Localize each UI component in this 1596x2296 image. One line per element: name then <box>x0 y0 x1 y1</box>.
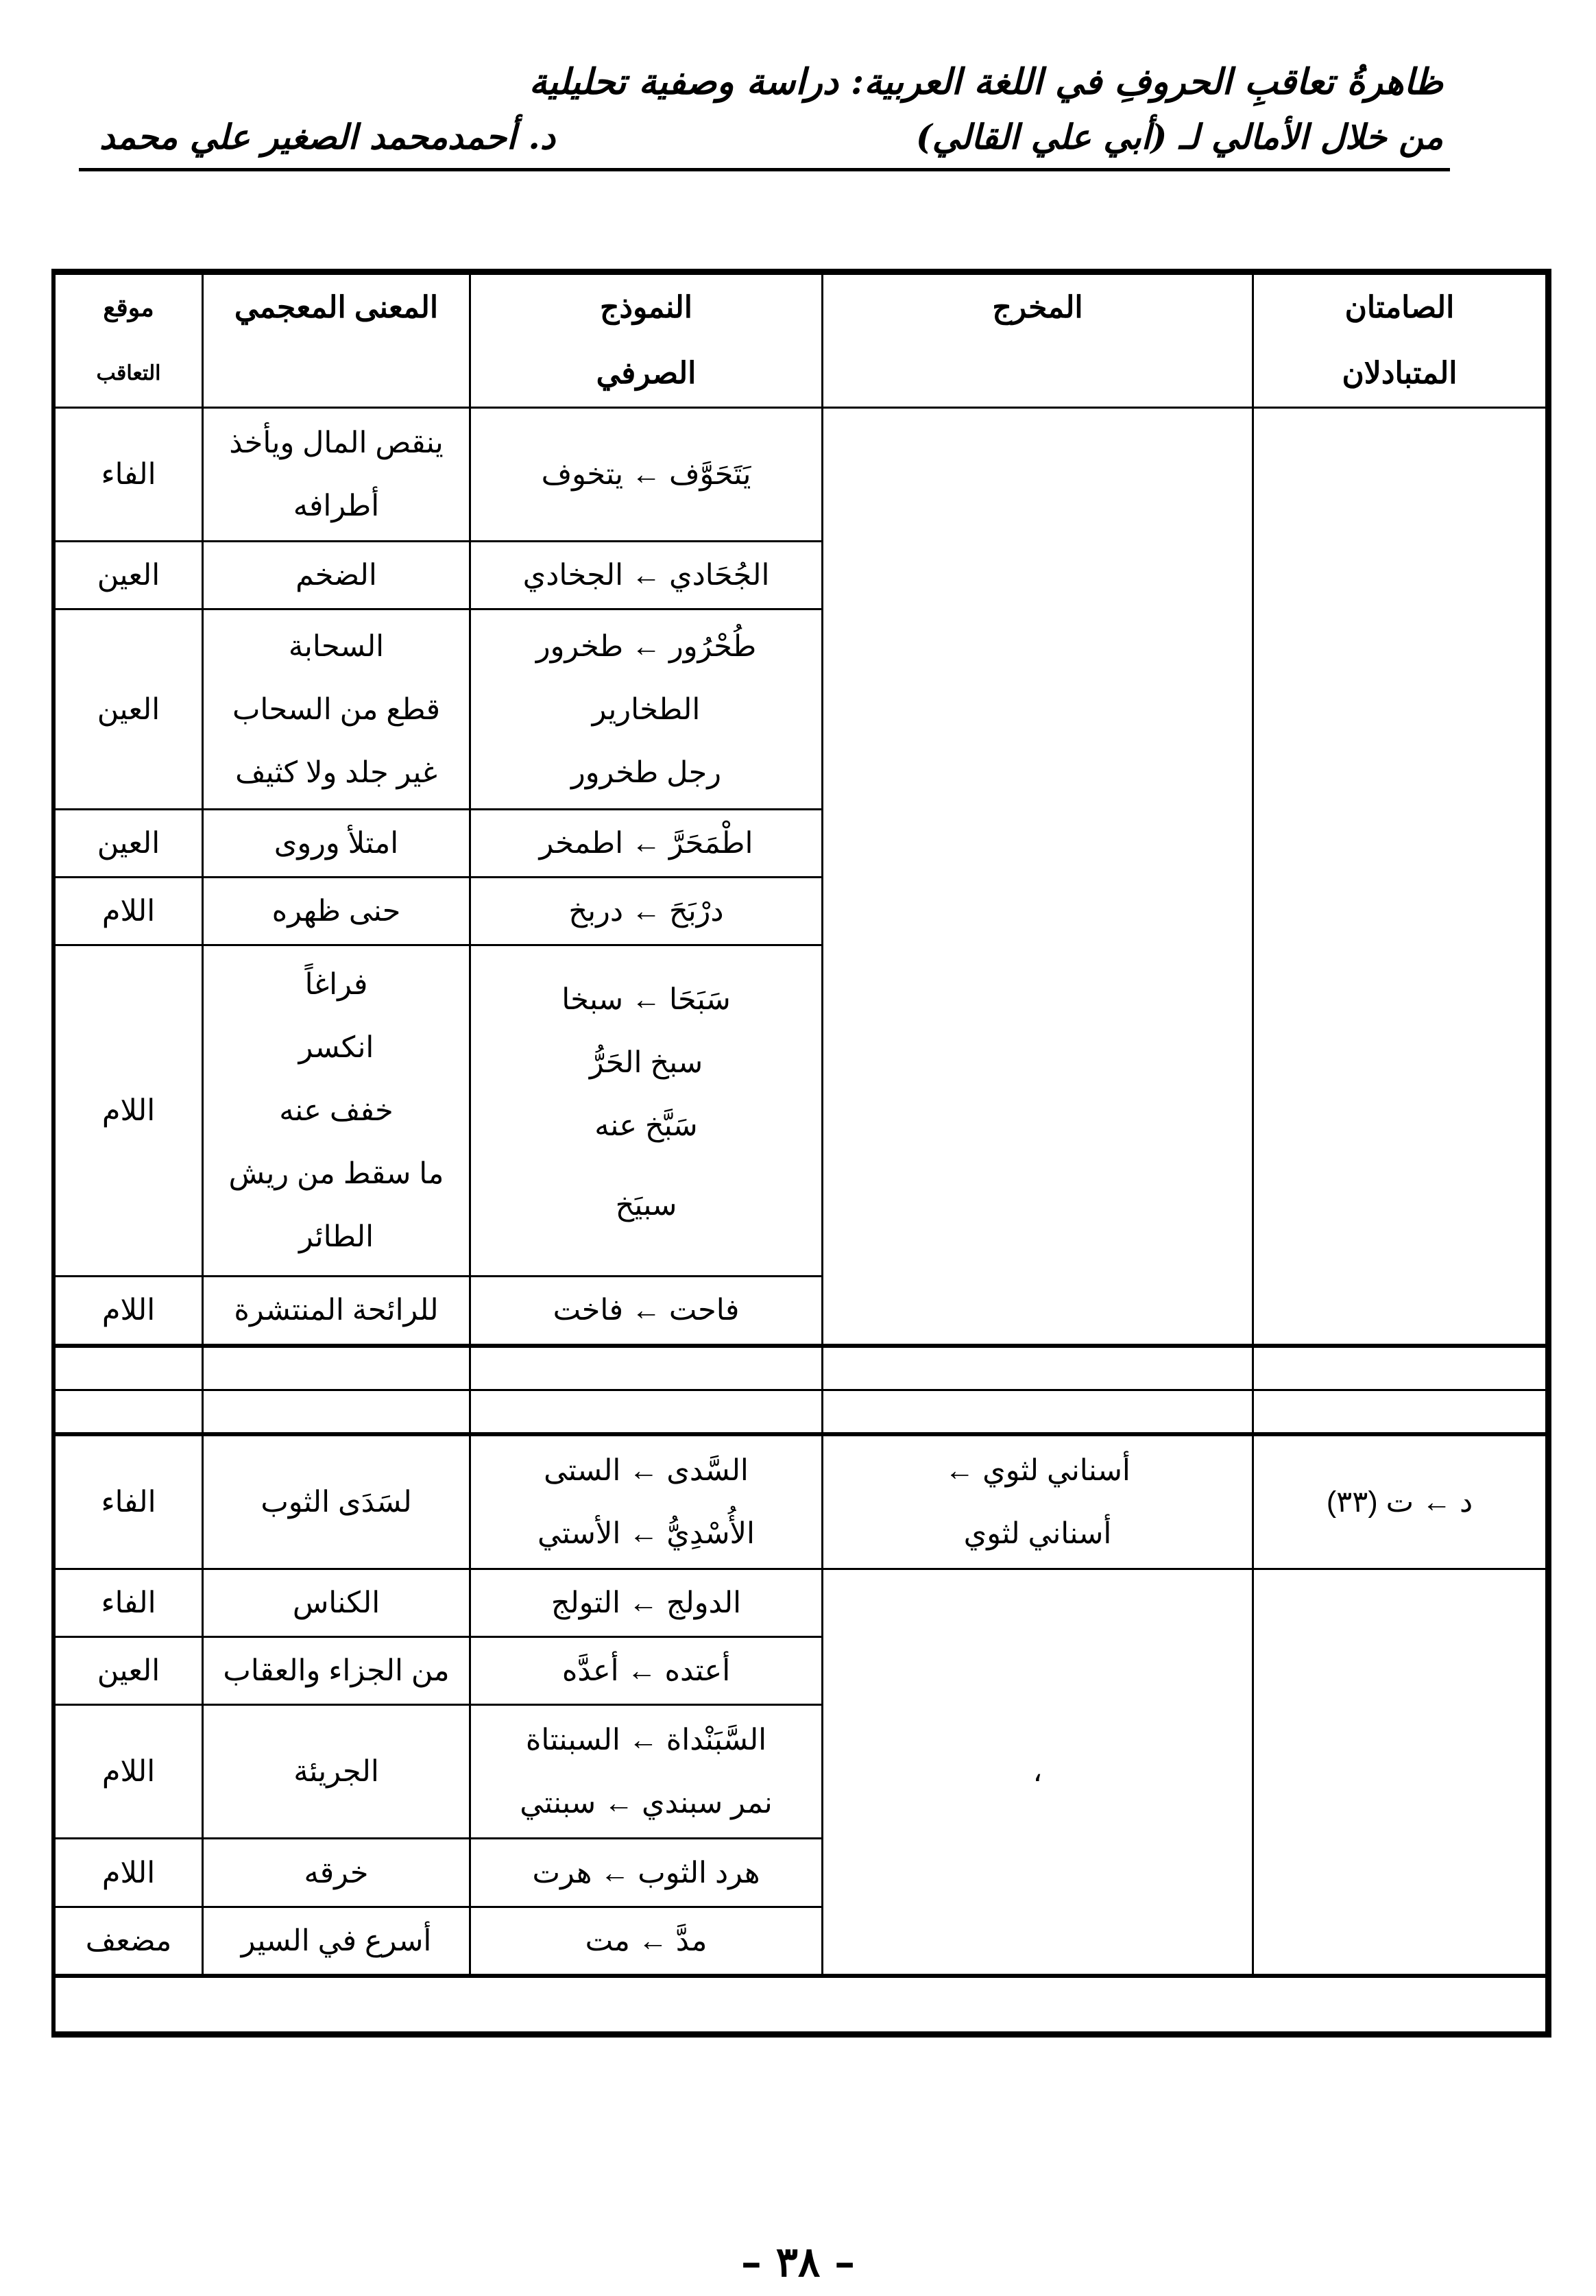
model-cell: سَبَحَا ← سبخا سبخ الحَرُّ سَبَّخ عنه سبيَخ <box>470 945 823 1277</box>
meaning-cell: من الجزاء والعقاب <box>203 1637 470 1705</box>
group2-articulation-cell: أسناني لثوي ← أسناني لثوي <box>823 1434 1253 1569</box>
header-position-line2: التعاقب <box>96 362 161 385</box>
table-row <box>55 1569 1547 1636</box>
model-cell: أعتده ← أعدَّه <box>470 1637 823 1705</box>
header-line-2 <box>79 110 1450 165</box>
empty-cell <box>470 1390 823 1434</box>
header-articulation: المخرج <box>823 274 1253 408</box>
header-model-line2: الصرفي <box>596 357 697 390</box>
articulation-mark: ، <box>1032 1755 1043 1789</box>
model-cell: اطْمَحَرَّ ← اطمخر <box>470 809 823 877</box>
table-row <box>55 408 1547 542</box>
meaning-cell: امتلأ وروى <box>203 809 470 877</box>
table-header-row <box>55 274 1547 408</box>
meaning-cell: الضخم <box>203 542 470 609</box>
empty-cell <box>55 1390 203 1434</box>
position-cell: العين <box>55 542 203 609</box>
data-table <box>53 273 1547 2033</box>
header-consonants <box>1253 274 1547 408</box>
header-meaning: المعنى المعجمي <box>203 274 470 408</box>
data-table-frame <box>51 269 1551 2038</box>
position-cell: العين <box>55 809 203 877</box>
position-cell: الفاء <box>55 1569 203 1636</box>
group1-articulation-cell <box>823 408 1253 1346</box>
model-cell: هرد الثوب ← هرت <box>470 1839 823 1907</box>
header-position <box>55 274 203 408</box>
empty-row <box>55 1976 1547 2033</box>
group1-consonants-cell <box>1253 408 1547 1346</box>
empty-cell <box>1253 1390 1547 1434</box>
empty-cell <box>1253 1346 1547 1390</box>
meaning-cell: السحابة قطع من السحاب غير جلد ولا كثيف <box>203 609 470 809</box>
header-model <box>470 274 823 408</box>
empty-row <box>55 1346 1547 1390</box>
empty-cell <box>470 1346 823 1390</box>
table-row <box>55 1434 1547 1569</box>
meaning-cell: للرائحة المنتشرة <box>203 1277 470 1346</box>
meaning-cell: الكناس <box>203 1569 470 1636</box>
meaning-cell: خرقه <box>203 1839 470 1907</box>
empty-cell <box>203 1390 470 1434</box>
position-cell: الفاء <box>55 1434 203 1569</box>
model-cell: السَّدى ← الستى الأُسْدِيُّ ← الأستي <box>470 1434 823 1569</box>
page-header <box>79 55 1450 165</box>
meaning-cell: لسَدَى الثوب <box>203 1434 470 1569</box>
group2-consonants-cell: د ← ت (٣٣) <box>1253 1434 1547 1569</box>
position-cell: الفاء <box>55 408 203 542</box>
header-consonants-line2: المتبادلان <box>1342 357 1458 390</box>
header-consonants-line1: الصامتان <box>1344 291 1455 324</box>
position-cell: العين <box>55 609 203 809</box>
meaning-cell: الجريئة <box>203 1705 470 1839</box>
header-rule <box>79 168 1450 171</box>
model-cell: السَّبَنْداة ← السبنتاة نمر سبندي ← سبنتي <box>470 1705 823 1839</box>
position-cell: اللام <box>55 877 203 945</box>
empty-cell <box>823 1390 1253 1434</box>
meaning-cell: حنى ظهره <box>203 877 470 945</box>
model-cell: فاحت ← فاخت <box>470 1277 823 1346</box>
meaning-cell: ينقص المال ويأخذ أطرافه <box>203 408 470 542</box>
header-author: د. أحمدمحمد الصغير علي محمد <box>99 117 556 157</box>
position-cell: اللام <box>55 945 203 1277</box>
model-cell: يَتَحَوَّف ← يتخوف <box>470 408 823 542</box>
position-cell: العين <box>55 1637 203 1705</box>
position-cell: اللام <box>55 1277 203 1346</box>
header-subtitle: من خلال الأمالي لـ (أبي علي القالي) <box>916 117 1443 157</box>
position-cell: اللام <box>55 1839 203 1907</box>
empty-row <box>55 1390 1547 1434</box>
empty-cell <box>55 1976 1547 2033</box>
header-model-line1: النموذج <box>599 291 693 324</box>
model-cell: الدولج ← التولج <box>470 1569 823 1636</box>
model-cell: طُحْرُور ← طخرور الطخارير رجل طخرور <box>470 609 823 809</box>
meaning-cell: أسرع في السير <box>203 1907 470 1976</box>
empty-cell <box>203 1346 470 1390</box>
empty-cell <box>823 1346 1253 1390</box>
position-cell: اللام <box>55 1705 203 1839</box>
group2-articulation-empty <box>823 1569 1253 1976</box>
header-position-line1: موقع <box>103 293 154 322</box>
header-title: ظاهرةُ تعاقبِ الحروفِ في اللغة العربية: دراسة وصفية تحليلية <box>529 61 1443 103</box>
empty-cell <box>55 1346 203 1390</box>
page-number: – ٣٨ – <box>740 2238 856 2286</box>
model-cell: مدَّ ← مت <box>470 1907 823 1976</box>
group2-consonants-empty <box>1253 1569 1547 1976</box>
position-cell: مضعف <box>55 1907 203 1976</box>
meaning-cell: فراغاً انكسر خفف عنه ما سقط من ريش الطائر <box>203 945 470 1277</box>
model-cell: درْبَحَ ← دربخ <box>470 877 823 945</box>
model-cell: الجُحَادي ← الجخادي <box>470 542 823 609</box>
